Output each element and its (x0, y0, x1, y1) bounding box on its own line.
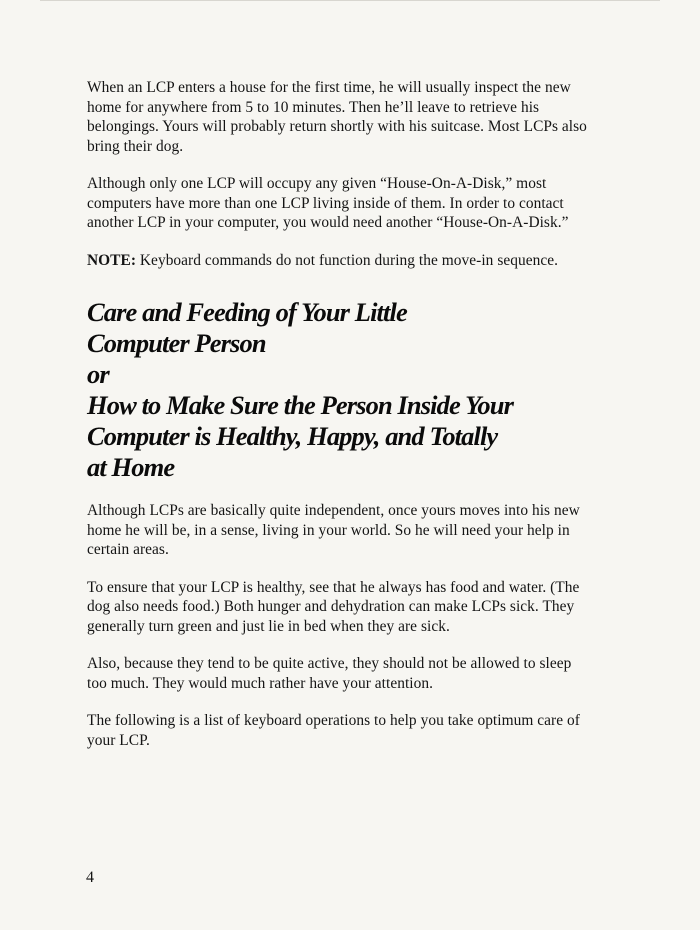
note-paragraph (87, 251, 587, 271)
paragraph-health: To ensure that your LCP is healthy, see that he always has food and water. (The dog also needs food.) Both hunger and dehydration can make LCPs sick. They generally turn green and just lie in bed when they are sick. (87, 578, 580, 635)
heading-line-2: Computer Person (87, 328, 266, 358)
heading-line-6: at Home (87, 452, 175, 482)
paragraph-keyboard-list-intro: The following is a list of keyboard operations to help you take optimum care of your LCP. (87, 712, 580, 749)
page-content (87, 78, 587, 768)
heading-line-1: Care and Feeding of Your Little (87, 297, 407, 327)
top-edge-rule (40, 0, 660, 1)
paragraph-house-on-a-disk: Although only one LCP will occupy any given “House-On-A-Disk,” most computers have more than one LCP living inside of them. In order to contact another LCP in your computer, you would need another “House-On-A-Disk.” (87, 175, 569, 231)
paragraph-sleep: Also, because they tend to be quite active, they should not be allowed to sleep too much. They would much rather have your attention. (87, 655, 572, 692)
section-heading (87, 297, 587, 483)
paragraph-independence: Although LCPs are basically quite independent, once yours moves into his new home he will be, in a sense, living in your world. So he will need your help in certain areas. (87, 502, 580, 558)
paragraph-move-in: When an LCP enters a house for the first time, he will usually inspect the new home for anywhere from 5 to 10 minutes. Then he’ll leave to retrieve his belongings. Yours will probably return shortly with his suitcase. Most LCPs also bring their dog. (87, 79, 587, 155)
note-text: Keyboard commands do not function during the move-in sequence. (136, 251, 559, 269)
heading-line-4: How to Make Sure the Person Inside Your (87, 390, 514, 420)
heading-line-3: or (87, 359, 109, 389)
page-number: 4 (86, 869, 94, 886)
note-label: NOTE: (87, 251, 136, 269)
heading-line-5: Computer is Healthy, Happy, and Totally (87, 421, 498, 451)
